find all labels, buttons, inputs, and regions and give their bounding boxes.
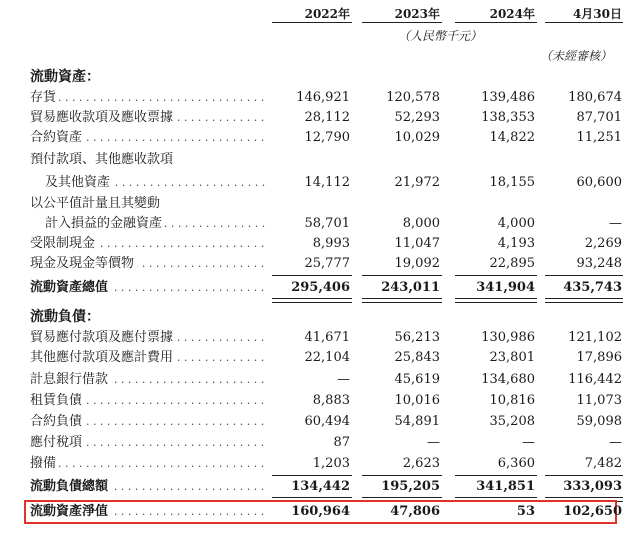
cell-2022: 14,112 [304,175,350,190]
current-assets-title: 流動資產： [30,69,100,85]
total-rule [362,298,442,303]
cell-2023: 47,806 [390,504,440,519]
cell-apr30: 102,650 [563,504,622,519]
cell-apr30: 333,093 [563,479,622,494]
cell-2024: 18,155 [489,175,535,190]
row-label: 計息銀行借款 . . . [30,370,268,390]
total-rule [545,298,623,303]
cell-2022: 160,964 [291,504,350,519]
row-label: 計入損益的金融資產 . . . [45,214,268,234]
cell-2024: 138,353 [481,110,535,125]
row-label: 應付稅項 . . . [30,433,268,453]
table-row [0,108,640,128]
table-row [0,194,640,214]
cell-2023: 2,623 [402,456,440,471]
cell-2022: 22,104 [304,350,350,365]
cell-2024: 53 [516,504,535,519]
cell-apr30: 87,701 [576,110,622,125]
unit-label: （人民幣千元） [398,29,483,43]
subtotal-rule [455,475,537,476]
table-row [0,128,640,148]
cell-2024: 6,360 [497,456,535,471]
cell-2022: 146,921 [296,90,350,105]
cell-2023: 8,000 [402,216,440,231]
cell-2024: 23,801 [489,350,535,365]
cell-2023: 120,578 [386,90,440,105]
total-rule [455,298,537,303]
row-label: 以公平值計量且其變動 [30,196,161,211]
cell-2024: 134,680 [481,372,535,387]
cell-2024: 35,208 [489,414,535,429]
header-2022: 2022年 [304,7,350,21]
table-row [0,370,640,390]
cell-2022: 58,701 [304,216,350,231]
cell-apr30: — [609,435,622,450]
cell-2023: 195,205 [381,479,440,494]
cell-apr30: 7,482 [584,456,622,471]
row-label: 存貨 . . . [30,88,268,108]
cell-2024: 22,895 [489,256,535,271]
header-apr30: 4月30日 [572,7,622,21]
cell-2023: 54,891 [394,414,440,429]
cell-2022: 28,112 [304,110,350,125]
header-2023: 2023年 [394,7,440,21]
header-2024: 2024年 [489,7,535,21]
table-row [0,234,640,254]
row-label: 流動資產總值 . . . [30,278,268,298]
row-label: 現金及現金等價物 . . . [30,254,268,274]
cell-2023: 11,047 [394,236,440,251]
row-label: 流動負債總額 . . . [30,477,268,497]
cell-2022: — [337,372,350,387]
header-rule-4 [545,22,623,23]
subtotal-rule [362,275,442,276]
table-row [0,254,640,274]
row-label: 流動資產淨值 . . . [30,502,268,522]
cell-apr30: 17,896 [576,350,622,365]
cell-2023: 52,293 [394,110,440,125]
cell-2023: 10,029 [394,130,440,145]
cell-2024: — [522,435,535,450]
subtotal-rule [272,475,352,476]
cell-2022: 41,671 [304,330,350,345]
current-assets-total-row [0,278,640,298]
cell-apr30: 11,073 [576,393,622,408]
cell-apr30: — [609,216,622,231]
table-row [0,150,640,170]
row-label: 預付款項、其他應收款項 [30,152,174,167]
cell-2024: 341,904 [476,280,535,295]
cell-2024: 4,193 [497,236,535,251]
subtotal-rule [362,475,442,476]
table-row [0,454,640,474]
net-current-assets-row [0,502,640,522]
cell-apr30: 435,743 [563,280,622,295]
table-row [0,88,640,108]
header-rule-3 [455,22,537,23]
cell-apr30: 2,269 [584,236,622,251]
cell-apr30: 60,600 [576,175,622,190]
cell-apr30: 180,674 [568,90,622,105]
row-label: 及其他資產 . . . [45,173,268,193]
table-row [0,348,640,368]
cell-2022: 8,993 [312,236,350,251]
row-label: 合約負債 . . . [30,412,268,432]
cell-apr30: 11,251 [576,130,622,145]
cell-2023: — [427,435,440,450]
cell-2023: 21,972 [394,175,440,190]
cell-2022: 134,442 [291,479,350,494]
cell-apr30: 93,248 [576,256,622,271]
cell-2023: 10,016 [394,393,440,408]
row-label: 貿易應收款項及應收票據 . . . [30,108,268,128]
cell-apr30: 116,442 [568,372,622,387]
row-label: 撥備 . . . [30,454,268,474]
header-rule-2 [362,22,442,23]
row-label: 受限制現金 . . . [30,234,268,254]
row-label: 租賃負債 . . . [30,391,268,411]
subtotal-rule [545,475,623,476]
cell-apr30: 59,098 [576,414,622,429]
cell-2022: 87 [333,435,350,450]
row-label: 貿易應付款項及應付票據 . . . [30,328,268,348]
cell-2023: 25,843 [394,350,440,365]
cell-apr30: 121,102 [568,330,622,345]
cell-2024: 139,486 [481,90,535,105]
cell-2022: 1,203 [312,456,350,471]
cell-2024: 130,986 [481,330,535,345]
cell-2023: 243,011 [381,280,440,295]
cell-2024: 4,000 [497,216,535,231]
row-label: 其他應付款項及應計費用 . . . [30,348,268,368]
table-row [0,391,640,411]
cell-2022: 295,406 [291,280,350,295]
cell-2024: 14,822 [489,130,535,145]
cell-2022: 60,494 [304,414,350,429]
header-rule-1 [272,22,352,23]
cell-2024: 10,816 [489,393,535,408]
unaudited-label: （未經審核） [539,49,612,63]
subtotal-rule [272,275,352,276]
current-liabilities-total-row [0,477,640,497]
subtotal-rule [545,275,623,276]
cell-2023: 45,619 [394,372,440,387]
current-liabilities-title: 流動負債： [30,309,100,325]
cell-2024: 341,851 [476,479,535,494]
cell-2022: 8,883 [312,393,350,408]
table-row [0,412,640,432]
table-row [0,328,640,348]
cell-2023: 19,092 [394,256,440,271]
table-row [0,173,640,193]
table-row [0,433,640,453]
total-rule [272,298,352,303]
cell-2022: 25,777 [304,256,350,271]
subtotal-rule [455,275,537,276]
table-row [0,214,640,234]
row-label: 合約資產 . . . [30,128,268,148]
cell-2023: 56,213 [394,330,440,345]
cell-2022: 12,790 [304,130,350,145]
